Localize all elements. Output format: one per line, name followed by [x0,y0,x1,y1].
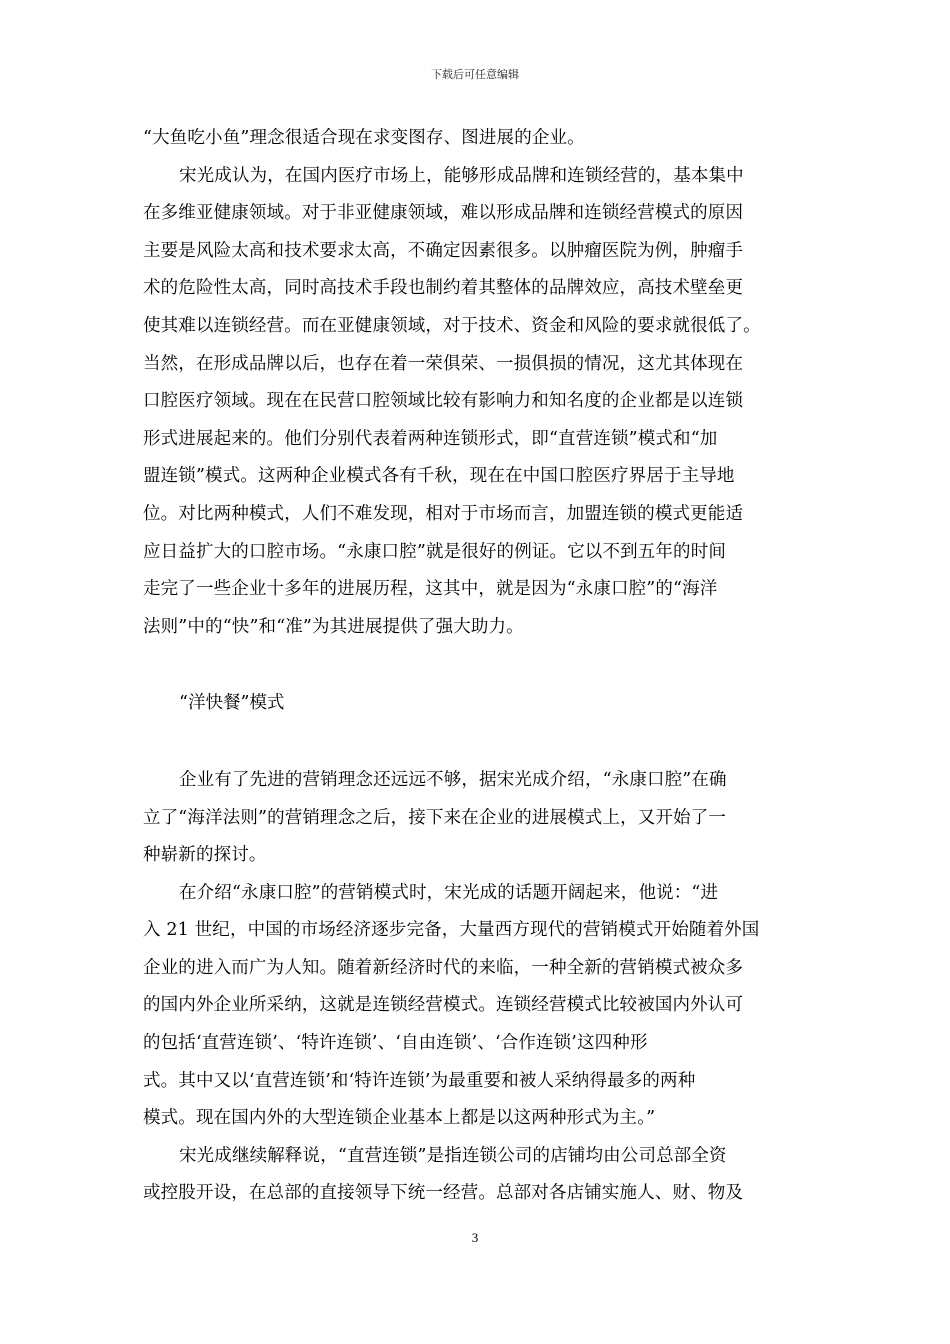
text-line: 主要是风险太高和技术要求太高，不确定因素很多。以肿瘤医院为例，肿瘤手 [143,240,744,261]
spacer [143,723,811,762]
text-line: 口腔医疗领域。现在在民营口腔领域比较有影响力和知名度的企业都是以连锁 [143,391,744,412]
text-line: 法则”中的“快”和“准”为其进展提供了强大助力。 [143,616,524,637]
text-line: 盟连锁”模式。这两种企业模式各有千秋，现在在中国口腔医疗界居于主导地 [143,466,735,487]
text-line: 模式。现在国内外的大型连锁企业基本上都是以这两种形式为主。” [143,1108,656,1129]
text-line: 的国内外企业所采纳，这就是连锁经营模式。连锁经营模式比较被国内外认可 [143,995,744,1016]
text-line: 形式进展起来的。他们分别代表着两种连锁形式，即“直营连锁”模式和“加 [143,428,718,449]
spacer [143,646,811,685]
paragraph [143,875,811,1138]
paragraph [143,762,811,875]
text-line: 当然，在形成品牌以后，也存在着一荣俱荣、一损俱损的情况，这尤其体现在 [143,353,744,374]
text-line: 在多维亚健康领域。对于非亚健康领域，难以形成品牌和连锁经营模式的原因 [143,203,744,224]
page-number: 3 [471,1230,479,1245]
text-line: 企业的进入而广为人知。随着新经济时代的来临，一种全新的营销模式被众多 [143,957,744,978]
text-line: 式。其中又以‘直营连锁’和‘特许连锁’为最重要和被人采纳得最多的两种 [143,1070,696,1091]
text-line: 位。对比两种模式，人们不难发现，相对于市场而言，加盟连锁的模式更能适 [143,503,744,524]
paragraph [143,120,811,158]
text-line: 入 21 世纪，中国的市场经济逐步完备，大量西方现代的营销模式开始随着外国 [143,920,760,941]
text-line: “大鱼吃小鱼”理念很适合现在求变图存、图进展的企业。 [143,128,585,148]
paragraphs-before-heading [143,120,811,646]
text-line: 宋光成认为，在国内医疗市场上，能够形成品牌和连锁经营的，基本集中 [179,165,744,186]
text-line: 或控股开设，在总部的直接领导下统一经营。总部对各店铺实施人、财、物及 [143,1183,744,1204]
paragraph [143,1138,811,1213]
paragraphs-after-heading [143,762,811,1213]
text-line: 走完了一些企业十多年的进展历程，这其中，就是因为“永康口腔”的“海洋 [143,579,718,600]
text-line: 宋光成继续解释说，“直营连锁”是指连锁公司的店铺均由公司总部全资 [179,1145,727,1166]
paragraph [143,158,811,647]
text-line: 使其难以连锁经营。而在亚健康领域，对于技术、资金和风险的要求就很低了。 [143,315,761,336]
text-line: 企业有了先进的营销理念还远远不够，据宋光成介绍，“永康口腔”在确 [179,769,727,790]
text-line: 在介绍“永康口腔”的营销模式时，宋光成的话题开阔起来，他说：“进 [179,882,719,903]
text-line: 应日益扩大的口腔市场。“永康口腔”就是很好的例证。它以不到五年的时间 [143,541,726,562]
section-heading: “洋快餐”模式 [179,693,285,714]
text-line: 立了“海洋法则”的营销理念之后，接下来在企业的进展模式上，又开始了一 [143,807,726,828]
text-line: 的包括‘直营连锁’、‘特许连锁’、‘自由连锁’、‘合作连锁’这四种形 [143,1033,648,1054]
text-line: 种崭新的探讨。 [143,845,267,866]
document-body [143,120,811,1213]
page-header: 下载后可任意编辑 [431,68,519,81]
text-line: 术的危险性太高，同时高技术手段也制约着其整体的品牌效应，高技术壁垒更 [143,278,744,299]
